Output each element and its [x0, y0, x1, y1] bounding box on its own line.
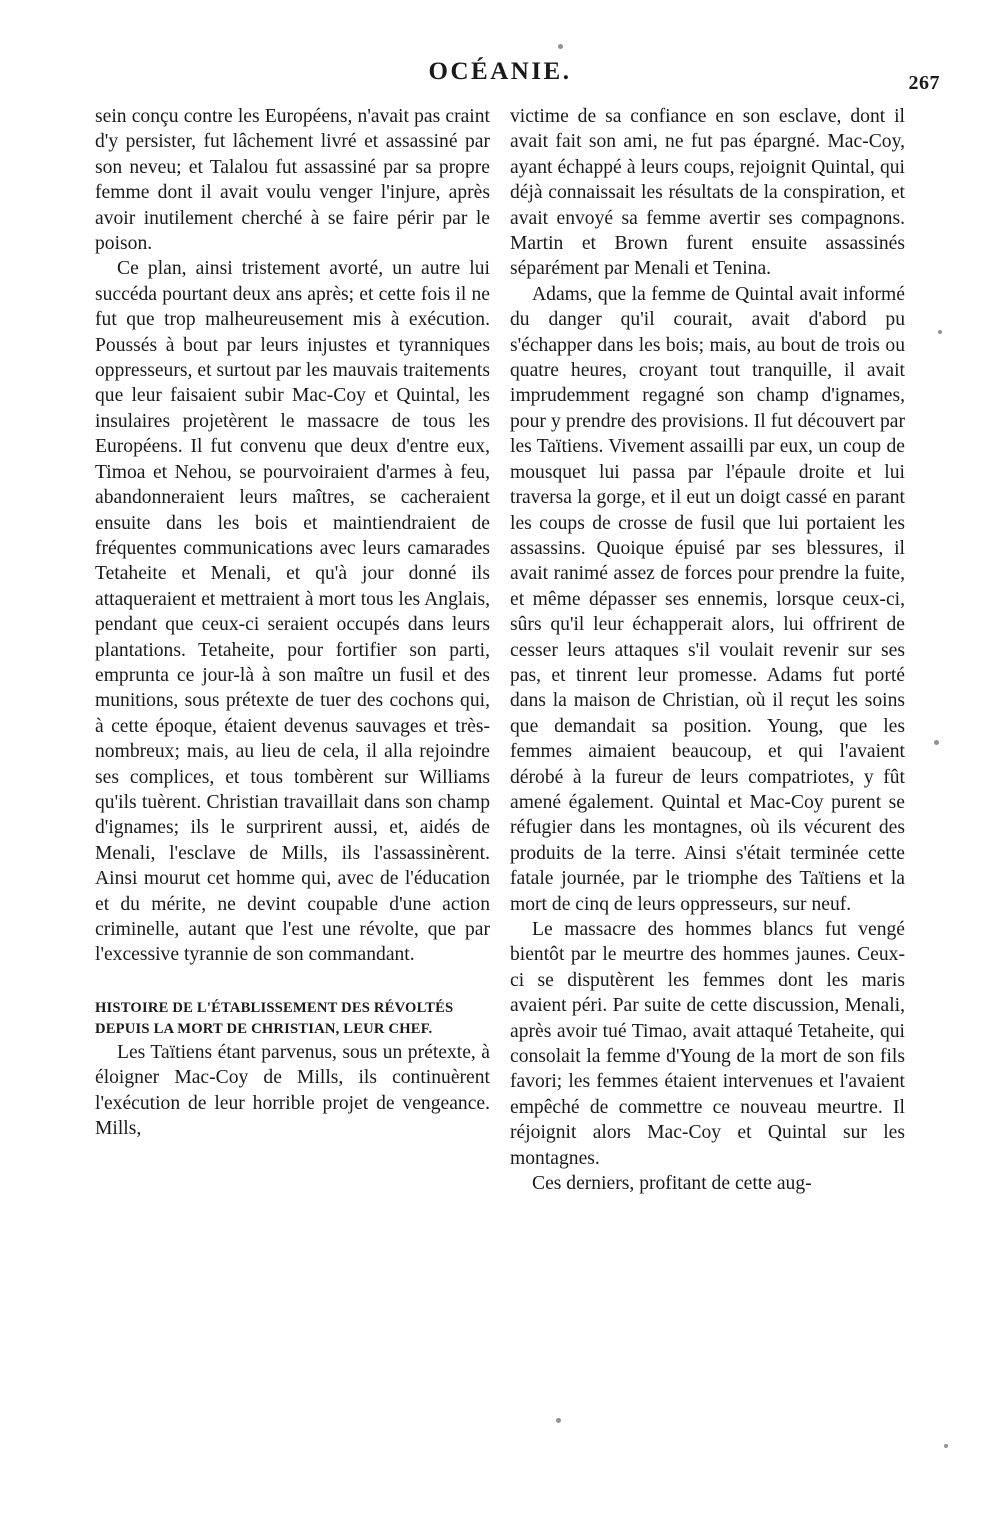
- scan-speck: [944, 1444, 948, 1448]
- paragraph: victime de sa confiance en son esclave, dont il avait fait son ami, ne fut pas épargné. Mac-Coy, ayant échappé à leurs coups, rejoignit Quintal, qui déjà connaissait les résultats de la conspiration, et avait envoyé sa femme avertir ses compagnons. Martin et Brown furent ensuite assassinés séparément par Menali et Tenina.: [510, 106, 905, 280]
- paragraph: Ce plan, ainsi tristement avorté, un autre lui succéda pourtant deux ans après; et cette fois il ne fut que trop malheureusement mis à exécution. Poussés à bout par leurs injustes et tyranniques oppresseurs, et surtout par les mauvais traitements que leur faisaient subir Mac-Coy et Quintal, les insulaires projetèrent le massacre de tous les Européens. Il fut convenu que deux d'entre eux, Timoa et Nehou, se pourvoiraient d'armes à feu, abandonneraient leurs maîtres, se cacheraient ensuite dans les bois et maintiendraient de fréquentes communications avec leurs camarades Tetaheite et Menali, et qu'à jour donné ils attaqueraient et mettraient à mort tous les Anglais, pendant que ceux-ci seraient occupés dans leurs plantations. Tetaheite, pour fortifier son parti, emprunta ce jour-là à son maître un fusil et des munitions, sous prétexte de tuer des cochons qui, à cette époque, étaient devenus sauvages et très-nombreux; mais, au lieu de cela, il alla rejoindre ses complices, et tous tombèrent sur Williams qu'ils tuèrent. Christian travaillait dans son champ d'ignames; ils le surprirent aussi, et, aidés de Menali, l'esclave de Mills, ils l'assassinèrent. Ainsi mourut cet homme qui, avec de l'éducation et du mérite, ne devint coupable d'une action criminelle, autant que l'est une révolte, que par l'excessive tyrannie de son commandant.: [95, 258, 490, 966]
- paragraph: Les Taïtiens étant parvenus, sous un prétexte, à éloigner Mac-Coy de Mills, ils continuèrent l'exécution de leur horrible projet de vengeance. Mills,: [95, 1041, 490, 1140]
- section-heading: HISTOIRE DE L'ÉTABLISSEMENT DES RÉVOLTÉS DEPUIS LA MORT DE CHRISTIAN, LEUR CHEF.: [95, 999, 454, 1037]
- paragraph: sein conçu contre les Européens, n'avait pas craint d'y persister, fut lâchement livré et assassiné par son neveu; et Talalou fut assassiné par sa propre femme dont il avait voulu venger l'injure, après avoir inutilement cherché à se faire périr par le poison.: [95, 106, 490, 255]
- scan-speck: [556, 1418, 561, 1423]
- paragraph: Ces derniers, profitant de cette aug-: [532, 1173, 812, 1195]
- scan-speck: [934, 740, 939, 745]
- scan-speck: [558, 44, 563, 49]
- scan-speck: [938, 330, 942, 334]
- paragraph: Adams, que la femme de Quintal avait informé du danger qu'il courait, avait d'abord pu s'échapper dans les bois; mais, au bout de trois ou quatre heures, croyant tout tranquille, il avait imprudemment regagné son champ d'ignames, pour y prendre des provisions. Il fut découvert par les Taïtiens. Vivement assailli par eux, un coup de mousquet lui passa par l'épaule droite et lui traversa la gorge, et il eut un doigt cassé en parant les coups de crosse de fusil que lui portaient les assassins. Quoique épuisé par ses blessures, il avait ranimé assez de forces pour prendre la fuite, et même dépasser ses ennemis, lorsque ceux-ci, sûrs qu'il leur échapperait alors, lui offrirent de cesser leurs attaques s'il voulait revenir sur ses pas, et tinrent leur promesse. Adams fut porté dans la maison de Christian, où il reçut les soins que demandait sa position. Young, que les femmes aimaient beaucoup, et qui l'avaient dérobé à la fureur de leurs compatriotes, y fût amené également. Quintal et Mac-Coy purent se réfugier dans les montagnes, où ils vécurent des produits de la terre. Ainsi s'était terminée cette fatale journée, par le triomphe des Taïtiens et la mort de cinq de leurs oppresseurs, sur neuf.: [510, 283, 905, 915]
- right-column: [510, 104, 905, 1196]
- body-columns: [0, 104, 1000, 1394]
- paragraph: Le massacre des hommes blancs fut vengé bientôt par le meurtre des hommes jaunes. Ceux-ci se disputèrent les femmes dont les maris avaient péri. Par suite de cette discussion, Menali, après avoir tué Timao, avait attaqué Tetaheite, qui consolait la femme d'Young de la mort de son fils favori; les femmes étaient intervenues et l'avaient empêché de commettre ce nouveau meurtre. Il réjoignit alors Mac-Coy et Quintal sur les montagnes.: [510, 919, 905, 1169]
- page-number: 267: [908, 72, 940, 94]
- running-title: OCÉANIE.: [428, 58, 572, 85]
- page-header: [0, 58, 1000, 92]
- left-column: [95, 104, 490, 1141]
